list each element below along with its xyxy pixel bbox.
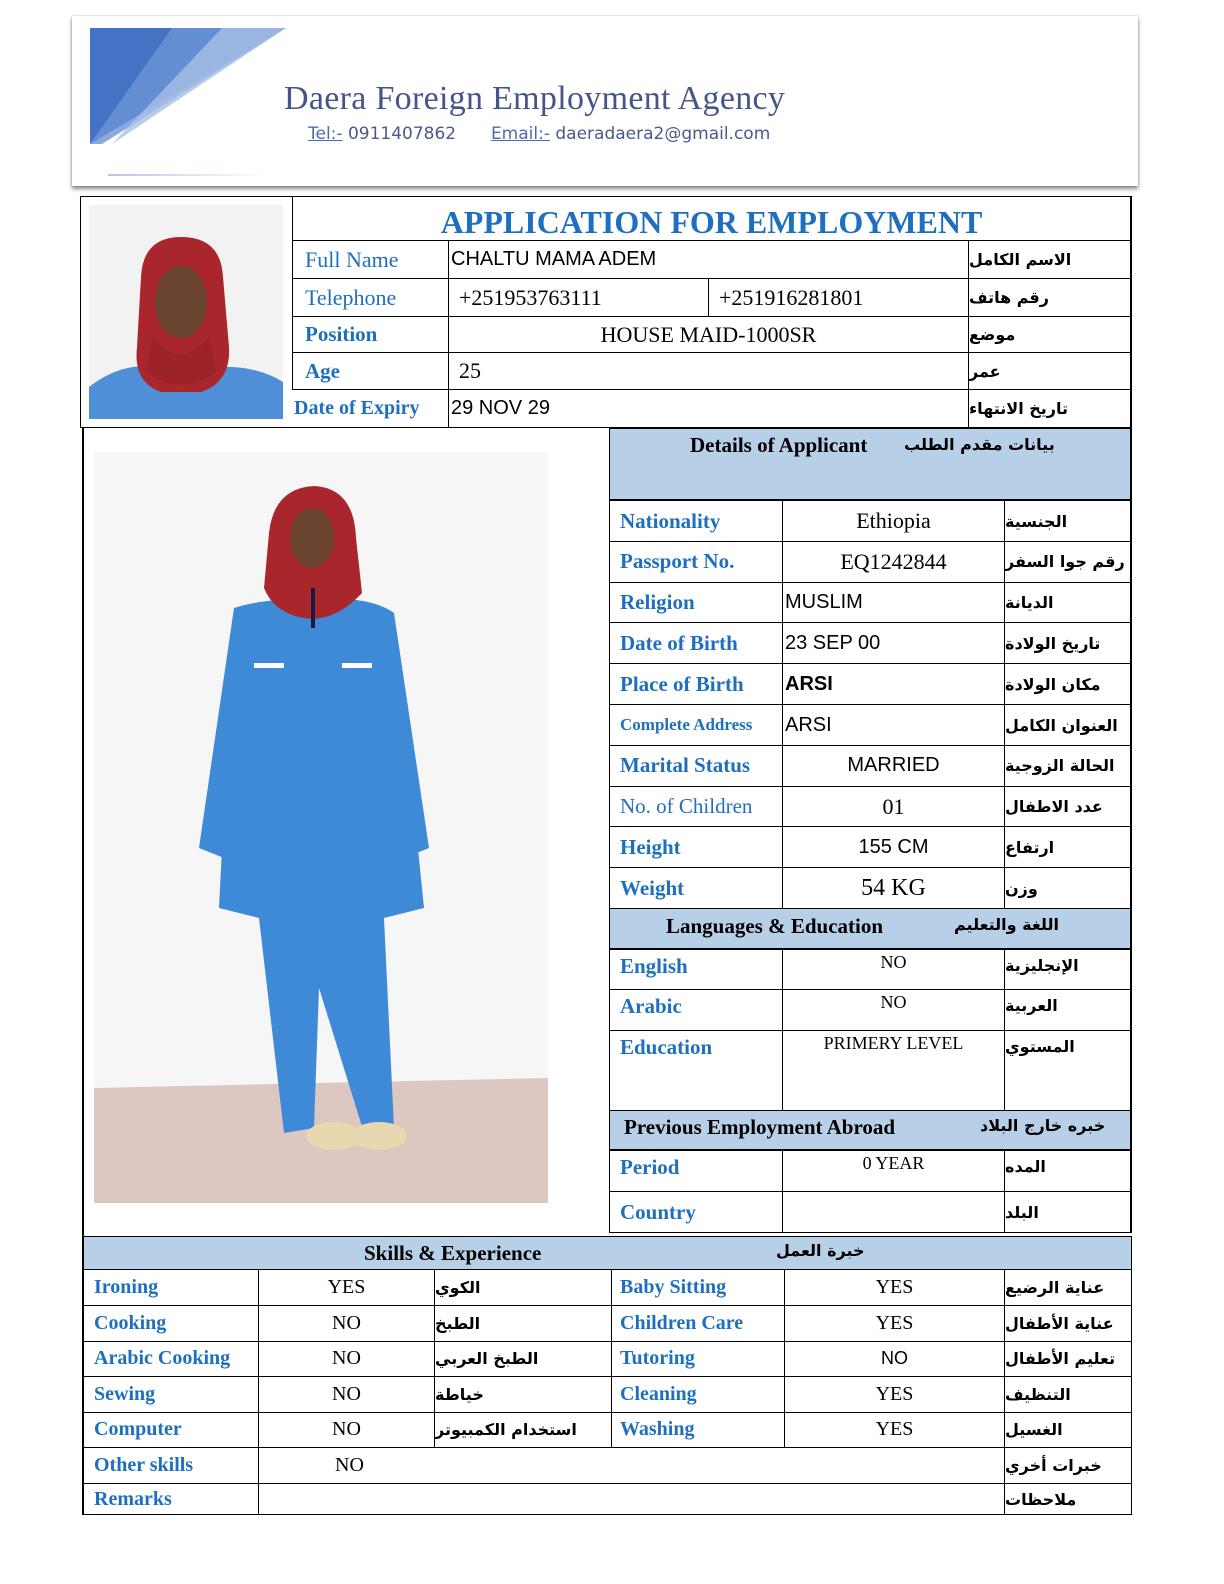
skill-label: Arabic Cooking [94, 1347, 231, 1370]
dob-row-label: Date of Birth [620, 630, 738, 655]
tel-label: Tel:- [308, 124, 343, 144]
skill-label: Tutoring [611, 1341, 784, 1376]
skills-heading-en: Skills & Experience [364, 1241, 542, 1265]
languages-heading-ar: اللغة والتعليم [954, 915, 1059, 934]
nationality-row-label-ar: الجنسية [1004, 501, 1131, 541]
skills-heading-ar: خبرة العمل [776, 1241, 865, 1260]
skill-label-ar: الطبخ العربي [434, 1341, 611, 1376]
logo-triangle-graphic [72, 16, 302, 146]
expiry-label-ar: تاريخ الانتهاء [968, 390, 1132, 427]
marital-status-row-value: MARRIED [782, 746, 1004, 786]
skill-value: YES [784, 1270, 1004, 1305]
skills-row [82, 1270, 1132, 1306]
expiry-row [292, 389, 1132, 428]
height-row [609, 826, 1132, 867]
skill-value: YES [784, 1412, 1004, 1447]
other-skills-value: NO [258, 1448, 1004, 1483]
dob-row-label-ar: تاريخ الولادة [1004, 623, 1131, 663]
skill-value: NO [258, 1377, 434, 1412]
passport-row-value: EQ1242844 [782, 542, 1004, 582]
skill-label: Ironing [94, 1276, 159, 1298]
nationality-row [609, 500, 1132, 541]
children-row-value: 01 [782, 787, 1004, 827]
marital-status-row [609, 745, 1132, 786]
children-row-label-ar: عدد الاطفال [1004, 787, 1131, 827]
education-row-label: Education [620, 1035, 713, 1059]
age-label: Age [292, 353, 448, 389]
place-of-birth-row-label: Place of Birth [620, 671, 744, 696]
position-label: Position [292, 317, 448, 352]
children-row [609, 786, 1132, 827]
passport-row [609, 541, 1132, 582]
english-row-label: English [620, 954, 688, 978]
remarks-label: Remarks [94, 1487, 172, 1510]
weight-row-label-ar: وزن [1004, 868, 1131, 908]
religion-row [609, 582, 1132, 623]
full-name-label-ar: الاسم الكامل [968, 241, 1132, 278]
country-row-label-ar: البلد [1004, 1192, 1131, 1232]
arabic-row-label: Arabic [620, 994, 682, 1018]
address-row-value: ARSI [782, 705, 1004, 745]
age-value: 25 [448, 353, 968, 389]
address-row-label-ar: العنوان الكامل [1004, 705, 1131, 745]
arabic-row-value: NO [782, 990, 1004, 1030]
english-row [609, 949, 1132, 989]
remarks-label-ar: ملاحظات [1004, 1484, 1132, 1514]
divider [108, 174, 268, 176]
previous-heading [609, 1110, 1132, 1150]
arabic-row [609, 989, 1132, 1030]
skill-label-ar: الطبخ [434, 1306, 611, 1341]
position-value: HOUSE MAID-1000SR [448, 317, 968, 352]
skill-value: YES [784, 1377, 1004, 1412]
details-heading-en: Details of Applicant [690, 433, 868, 457]
address-row-label: Complete Address [620, 715, 753, 734]
skills-row [82, 1306, 1132, 1342]
skill-label: Baby Sitting [611, 1270, 784, 1305]
marital-status-row-label: Marital Status [620, 753, 751, 778]
place-of-birth-row-value: ARSI [782, 664, 1004, 704]
skills-heading [82, 1236, 1132, 1270]
languages-heading [609, 908, 1132, 949]
skill-label-ar: التنظيف [1004, 1377, 1132, 1412]
skills-row [82, 1377, 1132, 1413]
skill-label: Computer [94, 1418, 182, 1441]
agency-header [72, 16, 1138, 186]
religion-row-label-ar: الديانة [1004, 583, 1131, 623]
skill-label-ar: الغسيل [1004, 1412, 1132, 1447]
position-label-ar: موضع [968, 317, 1132, 352]
other-skills-label-ar: خبرات أخري [1004, 1448, 1132, 1483]
full-body-photo-image [84, 428, 609, 1234]
religion-row-label: Religion [620, 590, 695, 615]
passport-photo-image [81, 197, 291, 427]
skill-value: NO [258, 1341, 434, 1376]
height-row-label: Height [620, 834, 681, 859]
period-row-label: Period [620, 1155, 680, 1179]
religion-row-value: MUSLIM [782, 583, 1004, 623]
passport-photo [80, 196, 292, 428]
education-row-value: PRIMERY LEVEL [782, 1031, 1004, 1110]
weight-row [609, 867, 1132, 908]
country-row [609, 1191, 1132, 1233]
place-of-birth-row [609, 663, 1132, 704]
height-row-value: 155 CM [782, 827, 1004, 867]
skill-label: Sewing [94, 1382, 156, 1405]
skill-value: YES [784, 1306, 1004, 1341]
period-row-label-ar: المده [1004, 1151, 1131, 1191]
telephone-value-1: +251953763111 [448, 279, 708, 316]
skill-label-ar: خياطة [434, 1377, 611, 1412]
place-of-birth-row-label-ar: مكان الولادة [1004, 664, 1131, 704]
passport-row-label: Passport No. [620, 549, 735, 574]
agency-name: Daera Foreign Employment Agency [284, 80, 786, 117]
expiry-value: 29 NOV 29 [448, 390, 968, 427]
skill-value: YES [258, 1270, 434, 1305]
arabic-row-label-ar: العربية [1004, 990, 1131, 1030]
full-body-photo [82, 428, 609, 1236]
weight-row-value: 54 KG [782, 868, 1004, 908]
skill-label: Washing [611, 1412, 784, 1447]
details-heading-ar: بيانات مقدم الطلب [904, 435, 1055, 454]
weight-row-label: Weight [620, 875, 685, 900]
tel-value: 0911407862 [347, 124, 457, 144]
dob-row-value: 23 SEP 00 [782, 623, 1004, 663]
children-row-label: No. of Children [620, 794, 753, 819]
position-row [292, 316, 1132, 352]
skill-label-ar: الكوي [434, 1270, 611, 1305]
skill-value: NO [258, 1412, 434, 1447]
agency-contact [308, 124, 770, 144]
nationality-row-value: Ethiopia [782, 501, 1004, 541]
skill-label-ar: تعليم الأطفال [1004, 1341, 1132, 1376]
telephone-value-2: +251916281801 [708, 279, 968, 316]
skill-label-ar: استخدام الكمبيوتر [434, 1412, 611, 1447]
previous-heading-ar: خبره خارج البلاد [980, 1116, 1106, 1135]
skills-row [82, 1341, 1132, 1377]
skill-label-ar: عناية الأطفال [1004, 1306, 1132, 1341]
expiry-label: Date of Expiry [294, 397, 420, 419]
country-row-value [782, 1192, 1004, 1232]
form-title: APPLICATION FOR EMPLOYMENT [292, 196, 1132, 240]
full-name-label: Full Name [292, 241, 448, 278]
english-row-label-ar: الإنجليزية [1004, 950, 1131, 989]
skill-label: Cleaning [611, 1377, 784, 1412]
other-skills-row [82, 1448, 1132, 1484]
marital-status-row-label-ar: الحالة الزوجية [1004, 746, 1131, 786]
height-row-label-ar: ارتفاع [1004, 827, 1131, 867]
skill-value: NO [258, 1306, 434, 1341]
dob-row [609, 622, 1132, 663]
email-value[interactable]: daeradaera2@gmail.com [555, 124, 771, 144]
nationality-row-label: Nationality [620, 508, 721, 533]
telephone-label: Telephone [292, 279, 448, 316]
age-label-ar: عمر [968, 353, 1132, 389]
remarks-value[interactable] [258, 1484, 1004, 1514]
remarks-row [82, 1484, 1132, 1515]
country-row-label: Country [620, 1199, 696, 1224]
skill-label: Cooking [94, 1311, 167, 1334]
age-row [292, 352, 1132, 389]
period-row [609, 1150, 1132, 1191]
full-name-value: CHALTU MAMA ADEM [448, 241, 968, 278]
address-row [609, 704, 1132, 745]
telephone-row [292, 278, 1132, 316]
skill-value: NO [784, 1341, 1004, 1376]
details-heading [609, 428, 1132, 500]
period-row-value: 0 YEAR [782, 1151, 1004, 1191]
skill-label: Children Care [611, 1306, 784, 1341]
email-label: Email:- [490, 124, 550, 144]
skills-row [82, 1412, 1132, 1448]
skill-label-ar: عناية الرضيع [1004, 1270, 1132, 1305]
passport-row-label-ar: رقم جوا السفر [1004, 542, 1131, 582]
education-row-label-ar: المستوي [1004, 1031, 1131, 1110]
other-skills-label: Other skills [94, 1454, 194, 1476]
full-name-row [292, 240, 1132, 278]
languages-heading-en: Languages & Education [666, 914, 884, 938]
telephone-label-ar: رقم هاتف [968, 279, 1132, 316]
education-row [609, 1030, 1132, 1110]
english-row-value: NO [782, 950, 1004, 989]
previous-heading-en: Previous Employment Abroad [624, 1115, 896, 1139]
